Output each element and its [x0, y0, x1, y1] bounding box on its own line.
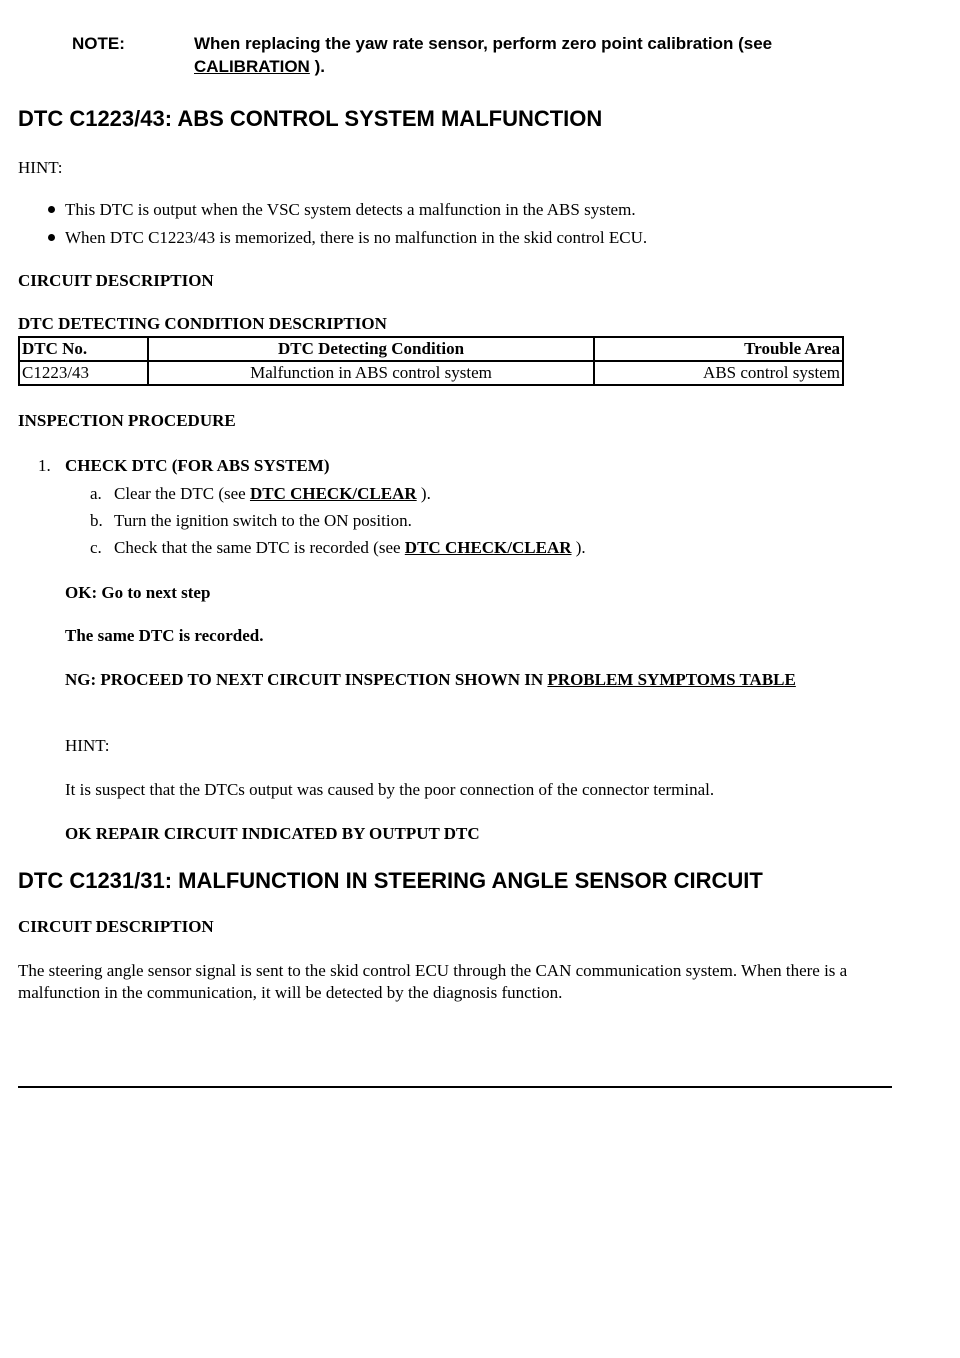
- divider: [18, 1086, 892, 1088]
- calibration-link[interactable]: CALIBRATION: [194, 57, 310, 76]
- ng-text: NG: PROCEED TO NEXT CIRCUIT INSPECTION SHOWN IN: [65, 670, 548, 689]
- dtc-check-clear-link-2[interactable]: DTC CHECK/CLEAR: [404, 538, 572, 557]
- section2-heading: DTC C1231/31: MALFUNCTION IN STEERING ANGLE SENSOR CIRCUIT: [18, 868, 763, 893]
- substep-letter: b.: [90, 511, 103, 530]
- table-header-trouble-area: Trouble Area: [594, 337, 843, 361]
- list-item: [48, 227, 647, 249]
- bullet-text: When DTC C1223/43 is memorized, there is no malfunction in the skid control ECU.: [65, 228, 648, 247]
- table-cell-trouble-area: ABS control system: [594, 361, 843, 385]
- substep-b: [90, 510, 412, 532]
- hint-label: HINT:: [18, 158, 63, 177]
- ng-line: [65, 669, 845, 691]
- detecting-condition-heading: DTC DETECTING CONDITION DESCRIPTION: [18, 314, 387, 333]
- table-cell-dtc-no: C1223/43: [19, 361, 148, 385]
- note-after-link: ).: [309, 57, 325, 76]
- step-number: 1.: [38, 456, 51, 475]
- ok-repair-line: OK REPAIR CIRCUIT INDICATED BY OUTPUT DTC: [65, 824, 480, 843]
- substep-text: Check that the same DTC is recorded (see: [114, 538, 405, 557]
- bullet-text: This DTC is output when the VSC system detects a malfunction in the ABS system.: [65, 200, 636, 219]
- step-1: [38, 455, 329, 477]
- note-text: When replacing the yaw rate sensor, perform zero point calibration (see: [194, 34, 773, 53]
- ok-line: OK: Go to next step: [65, 583, 211, 602]
- step-hint-text: It is suspect that the DTCs output was caused by the poor connection of the connector terminal.: [65, 780, 715, 799]
- table-row: [19, 361, 843, 385]
- substep-letter: a.: [90, 484, 102, 503]
- bullet-icon: [48, 234, 55, 241]
- substep-a: [90, 483, 431, 505]
- problem-symptoms-table-link[interactable]: PROBLEM SYMPTOMS TABLE: [547, 670, 796, 689]
- substep-letter: c.: [90, 538, 102, 557]
- substep-after: ).: [571, 538, 586, 557]
- dtc-check-clear-link[interactable]: DTC CHECK/CLEAR: [249, 484, 417, 503]
- section1-heading: DTC C1223/43: ABS CONTROL SYSTEM MALFUNCTION: [18, 106, 603, 131]
- circuit-description-heading: CIRCUIT DESCRIPTION: [18, 271, 214, 290]
- section2-description-text: The steering angle sensor signal is sent to the skid control ECU through the CAN communication system. When there is a malfunction in the communication, it will be detected by the diagnosis function.: [18, 961, 848, 1002]
- dtc-table: [18, 336, 844, 386]
- substep-c: [90, 537, 586, 559]
- step-title: CHECK DTC (FOR ABS SYSTEM): [65, 456, 330, 475]
- substep-text: Turn the ignition switch to the ON position.: [114, 511, 412, 530]
- substep-after: ).: [416, 484, 431, 503]
- table-header-condition: DTC Detecting Condition: [148, 337, 594, 361]
- bullet-icon: [48, 206, 55, 213]
- list-item: [48, 199, 636, 221]
- substep-text: Clear the DTC (see: [114, 484, 250, 503]
- note-label: NOTE:: [72, 34, 125, 53]
- section2-circuit-description-heading: CIRCUIT DESCRIPTION: [18, 917, 214, 936]
- table-cell-condition: Malfunction in ABS control system: [148, 361, 594, 385]
- inspection-procedure-heading: INSPECTION PROCEDURE: [18, 411, 236, 430]
- step-hint-label: HINT:: [65, 736, 110, 755]
- same-dtc-line: The same DTC is recorded.: [65, 626, 264, 645]
- table-header-dtc-no: DTC No.: [19, 337, 148, 361]
- table-header-row: [19, 337, 843, 361]
- note-block: [72, 32, 892, 78]
